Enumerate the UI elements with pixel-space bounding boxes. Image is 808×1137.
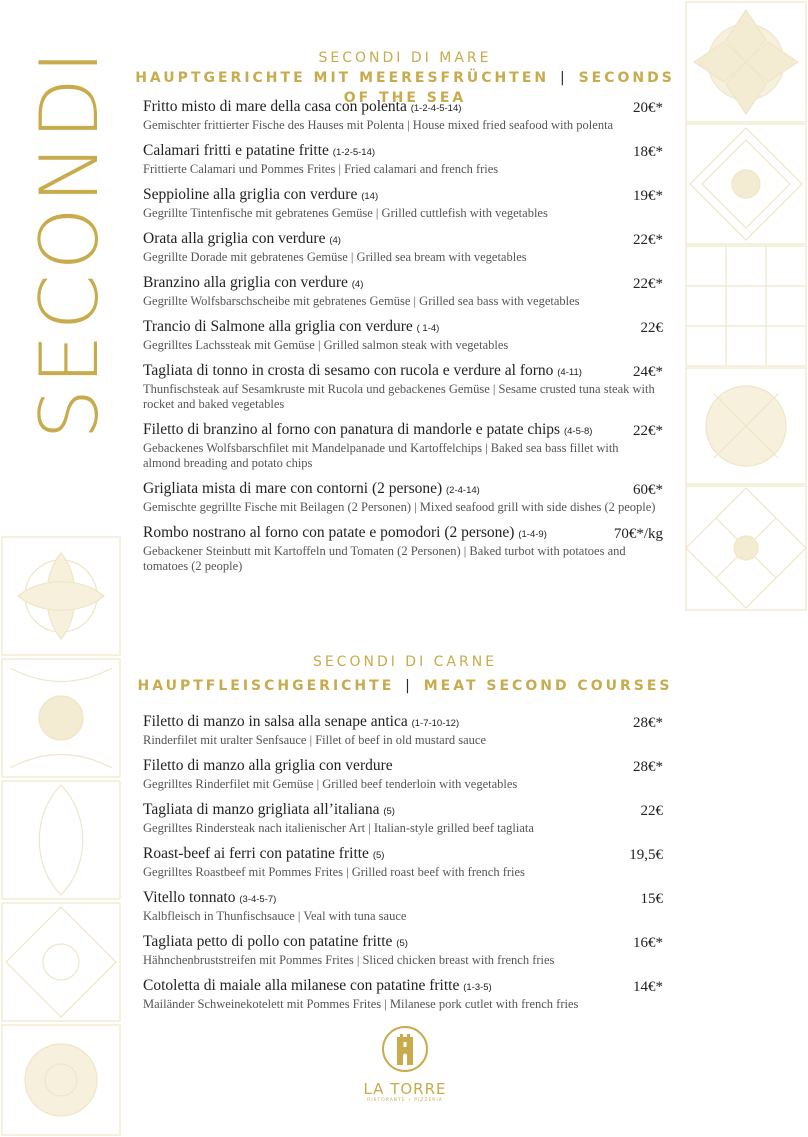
menu-item-description: Kalbfleisch in Thunfischsauce | Veal with tuna sauce <box>143 909 407 923</box>
menu-item-price: 18€* <box>633 144 663 160</box>
dish-name: Tagliata di manzo grigliata all’italiana <box>143 801 380 818</box>
menu-item-price: 22€* <box>633 276 663 292</box>
menu-item-name <box>143 142 663 162</box>
menu-item <box>143 713 663 748</box>
menu-item-description: Gegrillte Wolfsbarschscheibe mit gebratenes Gemüse | Grilled sea bass with vegetables <box>143 294 580 308</box>
menu-item-description: Gebackenes Wolfsbarschfilet mit Mandelpanade und Kartoffelchips | Baked sea bass fillet with almond breading and potato chips <box>143 441 619 470</box>
dish-name: Orata alla griglia con verdure <box>143 230 326 247</box>
menu-item-price: 60€* <box>633 482 663 498</box>
dish-name: Seppioline alla griglia con verdure <box>143 186 358 203</box>
menu-item-description: Gebackener Steinbutt mit Kartoffeln und Tomaten (2 Personen) | Baked turbot with potatoes and tomatoes (2 people) <box>143 544 626 573</box>
dish-name: Tagliata di tonno in crosta di sesamo con rucola e verdure al forno <box>143 362 554 379</box>
menu-item <box>143 362 663 412</box>
menu-item <box>143 757 663 792</box>
menu-item-name <box>143 845 663 865</box>
menu-item-name <box>143 713 663 733</box>
menu-item-name <box>143 186 663 206</box>
menu-item-price: 22€* <box>633 232 663 248</box>
menu-item-description: Gegrillte Tintenfische mit gebratenes Gemüse | Grilled cuttlefish with vegetables <box>143 206 548 220</box>
allergen-codes: (4-11) <box>557 367 582 378</box>
menu-item <box>143 480 663 515</box>
menu-item <box>143 889 663 924</box>
menu-item-price: 22€* <box>633 423 663 439</box>
menu-item-price: 20€* <box>633 100 663 116</box>
menu-item-price: 22€ <box>640 803 663 819</box>
tower-icon <box>381 1025 429 1073</box>
menu-item-name <box>143 801 663 821</box>
allergen-codes: (4) <box>351 279 364 290</box>
menu-item-price: 19,5€ <box>629 847 663 863</box>
logo-subtitle: RISTORANTE • PIZZERIA <box>367 1098 443 1103</box>
dish-name: Rombo nostrano al forno con patate e pomodori (2 persone) <box>143 524 515 541</box>
dish-name: Trancio di Salmone alla griglia con verdure <box>143 318 413 335</box>
dish-name: Calamari fritti e patatine fritte <box>143 142 329 159</box>
meat-heading-en: MEAT SECOND COURSES <box>423 678 673 694</box>
menu-item-description: Gegrillte Dorade mit gebratenes Gemüse | Grilled sea bream with vegetables <box>143 250 527 264</box>
menu-item-description: Mailänder Schweinekotelett mit Pommes Frites | Milanese pork cutlet with french fries <box>143 997 579 1011</box>
menu-item-name <box>143 274 663 294</box>
sea-heading-en: SECONDS OF THE SEA <box>343 70 675 106</box>
menu-item-name <box>143 318 663 338</box>
menu-item-price: 15€ <box>640 891 663 907</box>
menu-item-name <box>143 757 663 777</box>
menu-item-price: 14€* <box>633 979 663 995</box>
menu-item-description: Hähnchenbruststreifen mit Pommes Frites | Sliced chicken breast with french fries <box>143 953 555 967</box>
menu-item-price: 24€* <box>633 364 663 380</box>
menu-item-description: Thunfischsteak auf Sesamkruste mit Rucola und gebackenes Gemüse | Sesame crusted tuna steak with rocket and baked vegetables <box>143 382 655 411</box>
menu-item-description: Gegrilltes Rinderfilet mit Gemüse | Grilled beef tenderloin with vegetables <box>143 777 518 791</box>
heading-separator: | <box>405 678 413 694</box>
dish-name: Branzino alla griglia con verdure <box>143 274 348 291</box>
menu-item-price: 28€* <box>633 715 663 731</box>
menu-item <box>143 142 663 177</box>
sea-heading-line1: SECONDI DI MARE <box>318 50 492 66</box>
meat-section-heading <box>120 652 690 696</box>
allergen-codes: (5) <box>372 850 385 861</box>
menu-item-name <box>143 933 663 953</box>
dish-name: Fritto misto di mare della casa con polenta <box>143 98 407 115</box>
dish-name: Filetto di manzo alla griglia con verdure <box>143 757 393 774</box>
menu-item-price: 28€* <box>633 759 663 775</box>
dish-name: Roast-beef ai ferri con patatine fritte <box>143 845 369 862</box>
menu-item-price: 70€*/kg <box>613 526 663 542</box>
menu-item <box>143 845 663 880</box>
sea-menu-list <box>143 98 663 583</box>
menu-item-name <box>143 362 663 382</box>
allergen-codes: (1-2-5-14) <box>332 147 376 158</box>
menu-item-description: Rinderfilet mit uralter Senfsauce | Fillet of beef in old mustard sauce <box>143 733 487 747</box>
menu-item <box>143 524 663 574</box>
menu-item <box>143 421 663 471</box>
menu-item-description: Gegrilltes Roastbeef mit Pommes Frites | Grilled roast beef with french fries <box>143 865 525 879</box>
menu-item-price: 19€* <box>633 188 663 204</box>
dish-name: Filetto di manzo in salsa alla senape antica <box>143 713 408 730</box>
menu-item-name <box>143 977 663 997</box>
allergen-codes: (1-4-9) <box>518 529 547 540</box>
sea-heading-de: HAUPTGERICHTE MIT MEERESFRÜCHTEN <box>135 70 550 86</box>
logo-brand: LA TORRE <box>363 1080 447 1098</box>
dish-name: Cotoletta di maiale alla milanese con patatine fritte <box>143 977 460 994</box>
allergen-codes: (1-3-5) <box>463 982 492 993</box>
allergen-codes: (2-4-14) <box>446 485 480 496</box>
menu-item <box>143 977 663 1012</box>
menu-item-name <box>143 889 663 909</box>
allergen-codes: (14) <box>361 191 379 202</box>
allergen-codes: (1-2-4-5-14) <box>410 103 462 114</box>
allergen-codes: ( 1-4) <box>416 323 440 334</box>
allergen-codes: (5) <box>383 806 395 817</box>
menu-item-name <box>143 421 663 441</box>
menu-item-price: 16€* <box>633 935 663 951</box>
menu-item <box>143 274 663 309</box>
menu-item-description: Gegrilltes Lachssteak mit Gemüse | Grilled salmon steak with vegetables <box>143 338 509 352</box>
allergen-codes: (4-5-8) <box>563 426 593 437</box>
menu-item <box>143 801 663 836</box>
menu-item <box>143 230 663 265</box>
menu-item <box>143 933 663 968</box>
allergen-codes: (3-4-5-7) <box>239 894 277 905</box>
menu-item-name <box>143 98 663 118</box>
heading-separator: | <box>559 70 568 86</box>
dish-name: Grigliata mista di mare con contorni (2 persone) <box>143 480 443 497</box>
dish-name: Vitello tonnato <box>143 889 236 906</box>
logo <box>360 1025 450 1103</box>
menu-item <box>143 318 663 353</box>
menu-item-name <box>143 524 663 544</box>
menu-item-name <box>143 480 663 500</box>
allergen-codes: (5) <box>396 938 408 949</box>
page-title: SECONDI <box>23 46 116 440</box>
allergen-codes: (1-7-10-12) <box>411 718 460 729</box>
menu-item-description: Gemischter frittierter Fische des Hauses mit Polenta | House mixed fried seafood with polenta <box>143 118 614 132</box>
menu-item-price: 22€ <box>640 320 663 336</box>
decorative-tiles-right <box>684 0 808 612</box>
menu-item-description: Gegrilltes Rindersteak nach italienischer Art | Italian-style grilled beef tagliata <box>143 821 534 835</box>
allergen-codes: (4) <box>329 235 341 246</box>
menu-item-description: Frittierte Calamari und Pommes Frites | Fried calamari and french fries <box>143 162 499 176</box>
menu-item <box>143 186 663 221</box>
menu-item <box>143 98 663 133</box>
meat-menu-list <box>143 713 663 1021</box>
dish-name: Filetto di branzino al forno con panatura di mandorle e patate chips <box>143 421 561 438</box>
meat-heading-line2 <box>120 676 690 696</box>
meat-heading-line1: SECONDI DI CARNE <box>312 654 498 670</box>
menu-item-description: Gemischte gegrillte Fische mit Beilagen (2 Personen) | Mixed seafood grill with side dishes (2 people) <box>143 500 656 514</box>
dish-name: Tagliata petto di pollo con patatine fritte <box>143 933 393 950</box>
menu-item-name <box>143 230 663 250</box>
meat-heading-de: HAUPTFLEISCHGERICHTE <box>137 678 395 694</box>
decorative-tiles-left <box>0 535 124 1137</box>
